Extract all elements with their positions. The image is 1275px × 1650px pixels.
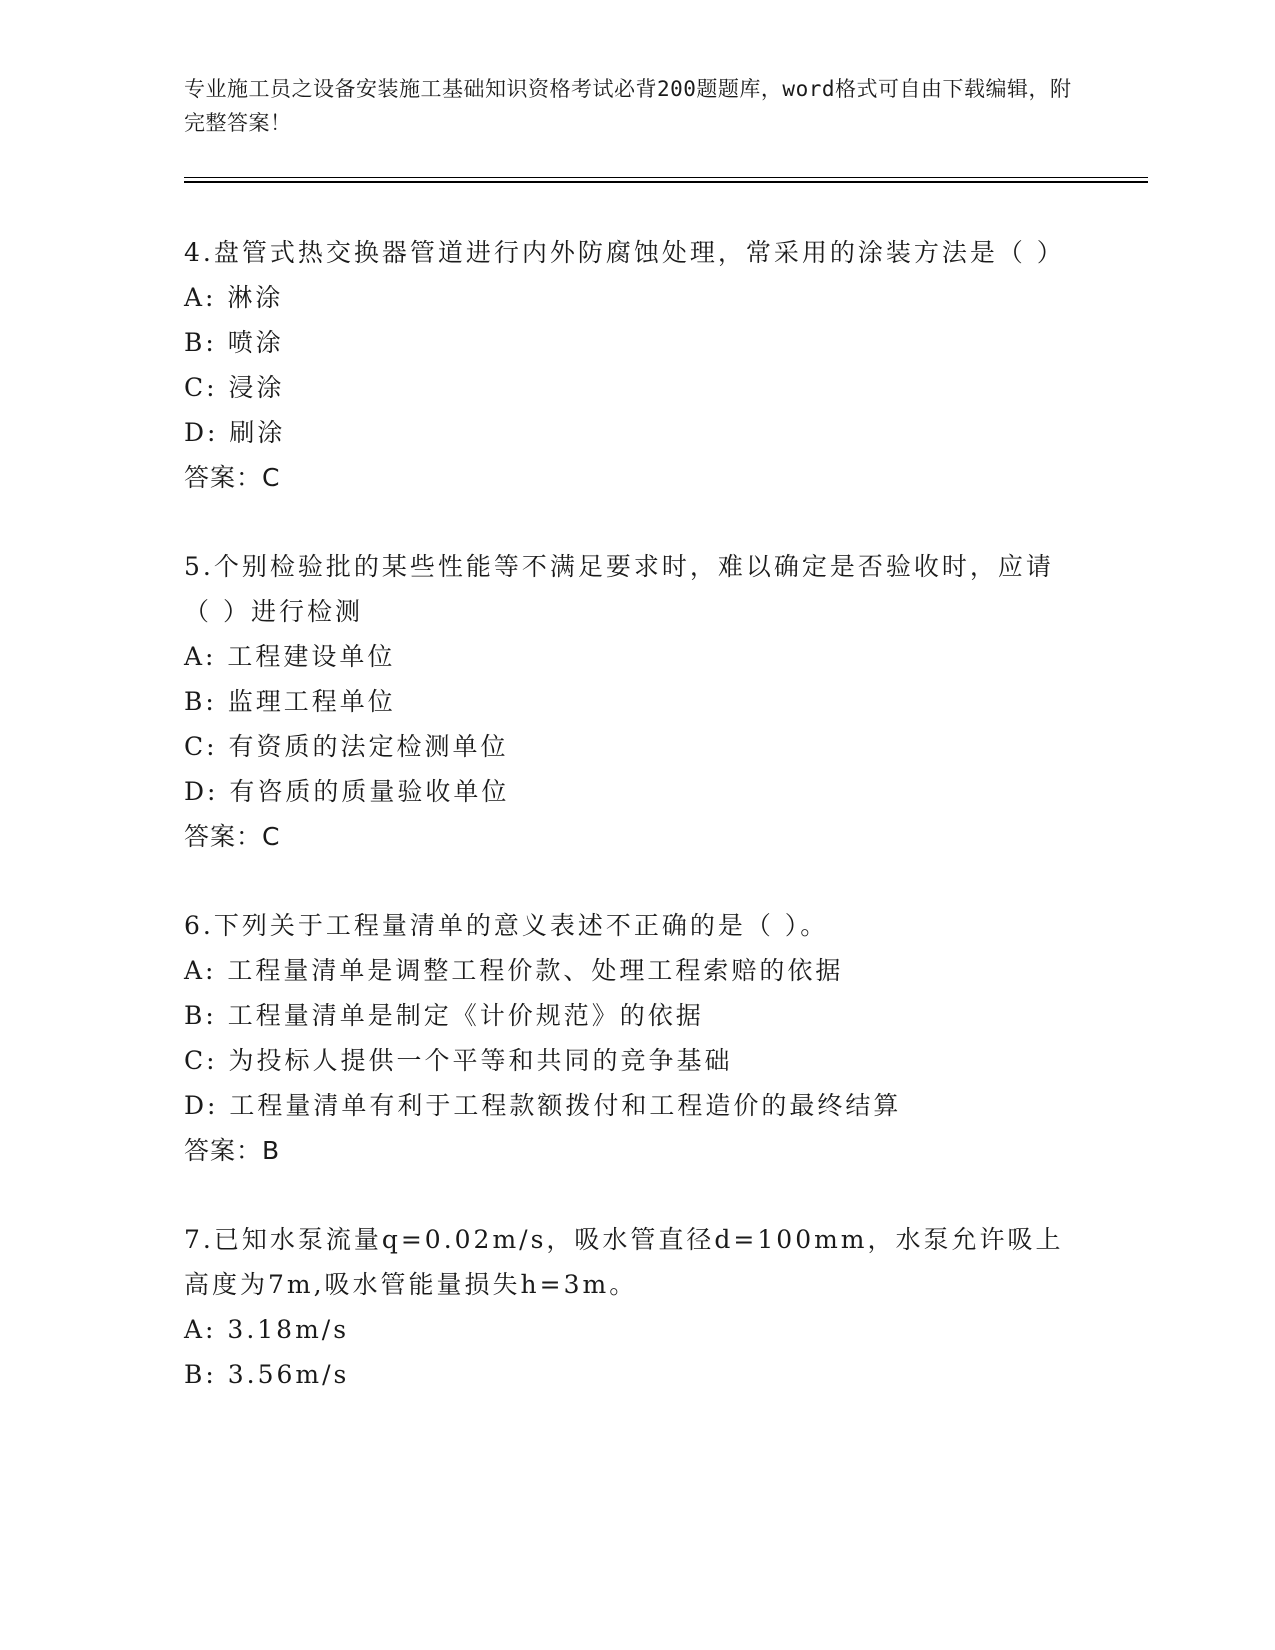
answer-line: 答案：C: [184, 822, 281, 851]
question-stem: 4.盘管式热交换器管道进行内外防腐蚀处理，常采用的涂装方法是（ ）: [184, 238, 1065, 267]
question-item: [184, 230, 1064, 500]
option-a: A: 3.18m/s: [184, 1315, 350, 1344]
option-c: C: 有资质的法定检测单位: [184, 732, 509, 761]
question-item: [184, 544, 1064, 859]
option-a: A: 工程量清单是调整工程价款、处理工程索赔的依据: [184, 956, 844, 985]
option-a: A: 工程建设单位: [184, 642, 396, 671]
answer-line: 答案：B: [184, 1136, 281, 1165]
option-b: B: 监理工程单位: [184, 687, 396, 716]
question-stem: 7.已知水泵流量q=0.02m/s，吸水管直径d=100mm，水泵允许吸上高度为7m,吸水管能量损失h=3m。: [184, 1225, 1064, 1299]
question-stem: 5.个别检验批的某些性能等不满足要求时，难以确定是否验收时，应请（ ）进行检测: [184, 552, 1054, 626]
option-b: B: 工程量清单是制定《计价规范》的依据: [184, 1001, 704, 1030]
option-d: D: 有咨质的质量验收单位: [184, 777, 510, 806]
option-d: D: 刷涂: [184, 418, 286, 447]
option-a: A: 淋涂: [184, 283, 284, 312]
option-b: B: 3.56m/s: [184, 1360, 350, 1389]
document-header: 专业施工员之设备安装施工基础知识资格考试必背200题题库，word格式可自由下载编辑，附完整答案！: [184, 77, 1072, 135]
header-divider-thick: [184, 181, 1148, 183]
answer-line: 答案：C: [184, 463, 281, 492]
question-item: [184, 1217, 1064, 1397]
question-item: [184, 903, 1064, 1173]
option-b: B: 喷涂: [184, 328, 284, 357]
question-list: [184, 230, 1064, 1441]
question-stem: 6.下列关于工程量清单的意义表述不正确的是（ ）。: [184, 911, 829, 940]
header-divider: [184, 177, 1148, 178]
option-c: C: 浸涂: [184, 373, 285, 402]
option-c: C: 为投标人提供一个平等和共同的竞争基础: [184, 1046, 733, 1075]
option-d: D: 工程量清单有利于工程款额拨付和工程造价的最终结算: [184, 1091, 902, 1120]
